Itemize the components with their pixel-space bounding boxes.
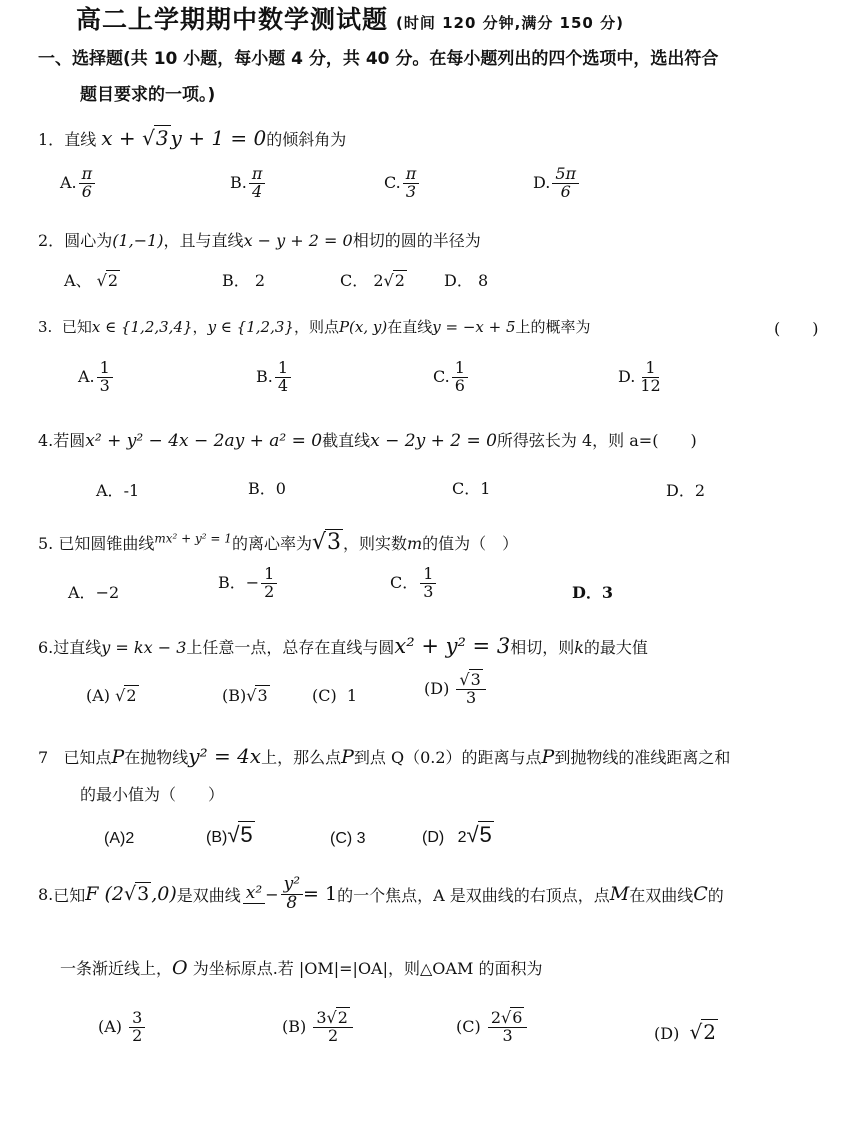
q1-option-b[interactable]: B. $\frac{\pi}{4}$ bbox=[230, 166, 265, 201]
fraction: x² bbox=[243, 885, 265, 904]
q6-option-a[interactable]: (A) √2 bbox=[86, 686, 137, 705]
q3-option-c[interactable]: C. $\frac{1}{6}$ bbox=[433, 360, 468, 395]
fraction: $\frac{\pi}{3}$ bbox=[403, 166, 420, 201]
fraction: $\frac{\pi}{4}$ bbox=[249, 166, 266, 201]
sqrt-expr: √3 bbox=[124, 883, 150, 906]
question-1 bbox=[38, 126, 346, 150]
q8-option-c[interactable]: (C) $\frac{2√6}{3}$ bbox=[456, 1010, 527, 1045]
fraction: $\frac{1}{3}$ bbox=[420, 566, 436, 601]
fraction: $\frac{5\pi}{6}$ bbox=[552, 166, 579, 201]
q7-option-a[interactable]: (A)2 bbox=[104, 830, 135, 847]
q3-option-b[interactable]: B. $\frac{1}{4}$ bbox=[256, 360, 291, 395]
question-8-line2: 一条渐近线上，O 为坐标原点.若 |OM|=|OA|，则△OAM 的面积为 bbox=[60, 957, 543, 979]
sqrt-expr: √2 bbox=[689, 1020, 716, 1044]
sqrt-expr: √2 bbox=[115, 686, 137, 705]
fraction: $\frac{1}{2}$ bbox=[261, 566, 277, 601]
fraction: $\frac{3}{2}$ bbox=[129, 1010, 145, 1045]
q5-option-d[interactable]: D．3 bbox=[572, 583, 614, 602]
question-number: 1． bbox=[38, 130, 65, 149]
q3-option-d[interactable]: D. $\frac{1}{12}$ bbox=[618, 360, 664, 395]
question-3: 3. 已知x ∈ {1,2,3,4}，y ∈ {1,2,3}，则点P(x, y)在直线y = −x + 5上的概率为 bbox=[38, 318, 591, 336]
page-title bbox=[76, 0, 624, 36]
sqrt-expr: √3 bbox=[246, 686, 268, 705]
sqrt-expr: √3 bbox=[311, 530, 341, 555]
q5-option-c[interactable]: C． $\frac{1}{3}$ bbox=[390, 566, 436, 601]
section-heading-line1: 一、选择题(共 10 小题，每小题 4 分，共 40 分。在每小题列出的四个选项中，选出符合 bbox=[38, 49, 719, 69]
question-8: 8. 已知 F (2 √3 ,0) 是双曲线 x² − $\frac{\text{y²}}{8}$ = 1 的一个焦点，A 是双曲线的右顶点，点 M 在双曲线 C 的 bbox=[38, 874, 724, 913]
sqrt-expr: √5 bbox=[227, 822, 253, 847]
fraction: $\frac{2√6}{3}$ bbox=[488, 1010, 528, 1045]
sqrt-expr: √5 bbox=[466, 822, 492, 847]
question-6: 6.过直线y = kx − 3上任意一点，总存在直线与圆x² + y² = 3相切，则k的最大值 bbox=[38, 634, 648, 658]
q4-option-c[interactable]: C．1 bbox=[452, 479, 491, 498]
question-5: 5. 已知圆锥曲线$^{mx^2 + y^2 = 1}$的离心率为√3 ，则实数m的值为（ ） bbox=[38, 530, 519, 555]
sqrt-expr: √2 bbox=[96, 271, 119, 290]
q2-option-b[interactable]: B． 2 bbox=[222, 271, 266, 290]
q8-option-a[interactable]: (A) $\frac{3}{2}$ bbox=[98, 1010, 145, 1045]
q4-option-b[interactable]: B．0 bbox=[248, 479, 286, 498]
q7-option-c[interactable]: (C) 3 bbox=[330, 830, 366, 847]
q8-option-d[interactable]: (D) √2 bbox=[654, 1020, 716, 1044]
q2-option-d[interactable]: D． 8 bbox=[444, 271, 489, 290]
q1-option-a[interactable]: A. $\frac{\pi}{6}$ bbox=[60, 166, 95, 201]
q5-option-a[interactable]: A．−2 bbox=[68, 583, 120, 602]
fraction: $\frac{1}{12}$ bbox=[640, 358, 661, 395]
math-expr: x + bbox=[101, 126, 143, 150]
question-4: 4.若圆x² + y² − 4x − 2ay + a² = 0截直线x − 2y + 2 = 0所得弦长为 4，则 a=( ) bbox=[38, 431, 697, 451]
answer-paren: ( ) bbox=[774, 319, 819, 338]
math-expr: y + 1 = 0 bbox=[170, 126, 267, 150]
title-subtitle: (时间 120 分钟,满分 150 分) bbox=[396, 14, 624, 32]
q6-option-b[interactable]: (B)√3 bbox=[222, 686, 268, 705]
question-text: 的倾斜角为 bbox=[266, 130, 347, 149]
q7-option-b[interactable]: (B)√5 bbox=[206, 822, 253, 847]
q4-option-d[interactable]: D．2 bbox=[666, 481, 706, 500]
q6-option-c[interactable]: (C) 1 bbox=[312, 686, 358, 705]
section-heading-line2: 题目要求的一项。) bbox=[80, 85, 216, 105]
fraction: $\frac{\pi}{6}$ bbox=[79, 166, 96, 201]
fraction: $\frac{3√2}{2}$ bbox=[313, 1010, 353, 1045]
fraction: $\frac{\text{y²}}{8}$ bbox=[281, 876, 303, 913]
question-2: 2．圆心为(1,−1)，且与直线x − y + 2 = 0相切的圆的半径为 bbox=[38, 231, 481, 250]
fraction: $\frac{1}{4}$ bbox=[275, 360, 291, 395]
q1-option-c[interactable]: C. $\frac{\pi}{3}$ bbox=[384, 166, 419, 201]
q5-option-b[interactable]: B．− $\frac{1}{2}$ bbox=[218, 566, 277, 601]
title-text: 高二上学期期中数学测试题 bbox=[76, 5, 389, 34]
question-text: 直线 bbox=[64, 130, 97, 149]
question-7-line2: 的最小值为（ ） bbox=[80, 785, 225, 804]
fraction: $\frac{√3}{3}$ bbox=[456, 672, 485, 707]
q1-option-d[interactable]: D. $\frac{5\pi}{6}$ bbox=[533, 166, 579, 201]
fraction: $\frac{1}{6}$ bbox=[452, 360, 468, 395]
math-expr: x − y + 2 = 0 bbox=[243, 231, 353, 250]
q6-option-d[interactable]: (D) $\frac{√3}{3}$ bbox=[424, 672, 486, 707]
q7-option-d[interactable]: (D) 2√5 bbox=[422, 822, 492, 847]
q3-option-a[interactable]: A. $\frac{1}{3}$ bbox=[78, 360, 113, 395]
q2-option-a[interactable]: A、 √2 bbox=[64, 271, 119, 290]
q2-option-c[interactable]: C． 2√2 bbox=[340, 271, 405, 290]
math-expr: (1,−1) bbox=[112, 231, 164, 250]
fraction: $\frac{1}{3}$ bbox=[97, 360, 113, 395]
sqrt-expr: √2 bbox=[383, 271, 405, 290]
q4-option-a[interactable]: A．-1 bbox=[96, 481, 140, 500]
sqrt-expr: √3 bbox=[142, 126, 169, 150]
q8-option-b[interactable]: (B) $\frac{3√2}{2}$ bbox=[282, 1010, 353, 1045]
question-7: 7 已知点P在抛物线y² = 4x上，那么点P到点 Q（0.2）的距离与点P到抛物线的准线距离之和 bbox=[38, 744, 731, 768]
